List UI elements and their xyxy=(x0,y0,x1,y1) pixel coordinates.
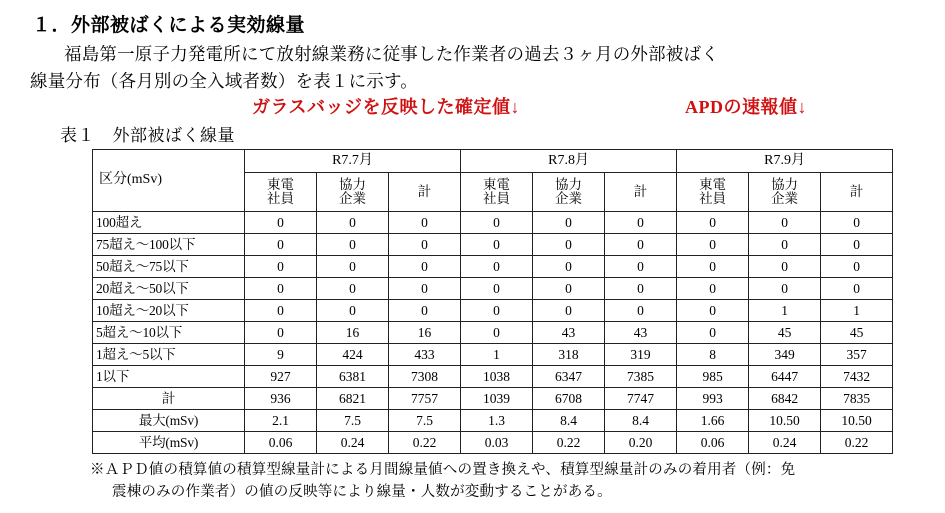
table-row xyxy=(93,234,893,256)
table-cell: 9 xyxy=(245,344,317,366)
table-cell: 0 xyxy=(605,212,677,234)
table-cell: 0.06 xyxy=(677,432,749,454)
dose-table xyxy=(92,149,893,454)
note-line-2: 震棟のみの作業者）の値の反映等により線量・人数が変動することがある。 xyxy=(112,484,612,500)
table-cell: 0 xyxy=(317,300,389,322)
table-cell: 985 xyxy=(677,366,749,388)
table-cell: 10.50 xyxy=(749,410,821,432)
table-cell: 0 xyxy=(245,212,317,234)
table-cell: 0 xyxy=(389,212,461,234)
table-cell: 1.3 xyxy=(461,410,533,432)
table-cell: 1 xyxy=(821,300,893,322)
table-cell: 0 xyxy=(245,322,317,344)
table-cell: 0 xyxy=(533,256,605,278)
table-cell: 0 xyxy=(533,278,605,300)
table-cell: 319 xyxy=(605,344,677,366)
subheader-m2-tepco: 東電 社員 xyxy=(461,173,533,212)
annotation-glass-badge: ガラスバッジを反映した確定値↓ xyxy=(252,97,520,118)
table-cell: 0 xyxy=(389,234,461,256)
table-cell: 0 xyxy=(821,256,893,278)
header-month-2: R7.8月 xyxy=(461,150,677,173)
table-cell: 43 xyxy=(533,322,605,344)
table-row xyxy=(93,322,893,344)
table-cell: 0 xyxy=(605,278,677,300)
table-cell: 45 xyxy=(749,322,821,344)
subheader-m3-tepco: 東電 社員 xyxy=(677,173,749,212)
table-cell: 0 xyxy=(389,256,461,278)
month-header-row xyxy=(93,150,893,173)
table-cell: 1039 xyxy=(461,388,533,410)
table-cell: 0.22 xyxy=(533,432,605,454)
row-label: 1以下 xyxy=(93,366,245,388)
table-cell: 6821 xyxy=(317,388,389,410)
table-cell: 0 xyxy=(821,212,893,234)
row-label: 計 xyxy=(93,388,245,410)
table-cell: 0 xyxy=(317,256,389,278)
row-label: 1超え～5以下 xyxy=(93,344,245,366)
table-cell: 0 xyxy=(461,234,533,256)
table-cell: 0 xyxy=(245,256,317,278)
table-cell: 0 xyxy=(389,278,461,300)
table-cell: 993 xyxy=(677,388,749,410)
table-cell: 6381 xyxy=(317,366,389,388)
table-cell: 0 xyxy=(605,234,677,256)
table-cell: 1038 xyxy=(461,366,533,388)
table-cell: 0 xyxy=(677,278,749,300)
table-cell: 0 xyxy=(317,234,389,256)
table-cell: 0 xyxy=(533,234,605,256)
row-label: 75超え～100以下 xyxy=(93,234,245,256)
table-cell: 0 xyxy=(821,278,893,300)
table-cell: 936 xyxy=(245,388,317,410)
table-cell: 7757 xyxy=(389,388,461,410)
table-cell: 0 xyxy=(749,234,821,256)
subheader-m2-partner: 協力 企業 xyxy=(533,173,605,212)
row-label: 50超え～75以下 xyxy=(93,256,245,278)
table-cell: 2.1 xyxy=(245,410,317,432)
table-cell: 0 xyxy=(461,256,533,278)
table-cell: 0 xyxy=(245,234,317,256)
table-cell: 0.20 xyxy=(605,432,677,454)
table-cell: 0 xyxy=(677,256,749,278)
table-cell: 7.5 xyxy=(389,410,461,432)
table-cell: 0 xyxy=(533,212,605,234)
table-cell: 0 xyxy=(461,212,533,234)
table-cell: 6347 xyxy=(533,366,605,388)
intro-paragraph xyxy=(30,41,923,95)
table-caption: 表１ 外部被ばく線量 xyxy=(60,126,235,146)
table-cell: 0 xyxy=(533,300,605,322)
paragraph-line-1: 福島第一原子力発電所にて放射線業務に従事した作業者の過去３ヶ月の外部被ばく xyxy=(64,44,719,64)
table-cell: 0 xyxy=(245,278,317,300)
dose-table-head xyxy=(93,150,893,212)
table-cell: 6842 xyxy=(749,388,821,410)
table-cell: 0 xyxy=(317,278,389,300)
table-cell: 6447 xyxy=(749,366,821,388)
table-cell: 0.03 xyxy=(461,432,533,454)
paragraph-line-2: 線量分布（各月別の全入域者数）を表１に示す。 xyxy=(30,71,418,92)
table-cell: 0 xyxy=(749,256,821,278)
table-cell: 424 xyxy=(317,344,389,366)
table-cell: 10.50 xyxy=(821,410,893,432)
table-cell: 0 xyxy=(677,322,749,344)
row-label: 100超え xyxy=(93,212,245,234)
table-cell: 0.06 xyxy=(245,432,317,454)
table-cell: 7432 xyxy=(821,366,893,388)
note-line-1: ※ＡＰＤ値の積算値の積算型線量計による月間線量値への置き換えや、積算型線量計のみの着用者（例：免 xyxy=(90,462,796,479)
row-label: 5超え～10以下 xyxy=(93,322,245,344)
table-cell: 7747 xyxy=(605,388,677,410)
table-cell: 349 xyxy=(749,344,821,366)
table-cell: 0 xyxy=(461,322,533,344)
row-label: 20超え～50以下 xyxy=(93,278,245,300)
table-row xyxy=(93,410,893,432)
table-cell: 7.5 xyxy=(317,410,389,432)
table-cell: 357 xyxy=(821,344,893,366)
table-cell: 6708 xyxy=(533,388,605,410)
table-cell: 0 xyxy=(605,300,677,322)
table-cell: 7835 xyxy=(821,388,893,410)
table-cell: 0 xyxy=(461,300,533,322)
table-cell: 927 xyxy=(245,366,317,388)
table-cell: 0 xyxy=(749,278,821,300)
table-cell: 45 xyxy=(821,322,893,344)
subheader-m1-total: 計 xyxy=(389,173,461,212)
table-row xyxy=(93,366,893,388)
table-row xyxy=(93,388,893,410)
table-cell: 16 xyxy=(317,322,389,344)
table-cell: 1.66 xyxy=(677,410,749,432)
header-division: 区分(mSv) xyxy=(93,150,245,212)
page-title: １．外部被ばくによる実効線量 xyxy=(32,15,306,36)
dose-table-body xyxy=(93,212,893,454)
table-cell: 0.22 xyxy=(389,432,461,454)
table-row xyxy=(93,432,893,454)
table-cell: 43 xyxy=(605,322,677,344)
table-note xyxy=(90,460,923,504)
table-cell: 0 xyxy=(245,300,317,322)
table-row xyxy=(93,278,893,300)
table-cell: 8.4 xyxy=(533,410,605,432)
table-cell: 318 xyxy=(533,344,605,366)
table-cell: 0 xyxy=(677,300,749,322)
table-cell: 1 xyxy=(749,300,821,322)
table-cell: 1 xyxy=(461,344,533,366)
row-label: 10超え～20以下 xyxy=(93,300,245,322)
table-cell: 0 xyxy=(389,300,461,322)
subheader-m1-partner: 協力 企業 xyxy=(317,173,389,212)
table-row xyxy=(93,300,893,322)
table-cell: 0.24 xyxy=(749,432,821,454)
table-cell: 7308 xyxy=(389,366,461,388)
annotation-row xyxy=(30,93,923,119)
table-row xyxy=(93,344,893,366)
row-label: 平均(mSv) xyxy=(93,432,245,454)
table-cell: 0 xyxy=(605,256,677,278)
header-month-1: R7.7月 xyxy=(245,150,461,173)
table-row xyxy=(93,212,893,234)
table-cell: 7385 xyxy=(605,366,677,388)
subheader-m1-tepco: 東電 社員 xyxy=(245,173,317,212)
table-row xyxy=(93,256,893,278)
subheader-m3-total: 計 xyxy=(821,173,893,212)
subheader-m3-partner: 協力 企業 xyxy=(749,173,821,212)
subheader-m2-total: 計 xyxy=(605,173,677,212)
table-cell: 16 xyxy=(389,322,461,344)
table-cell: 0.24 xyxy=(317,432,389,454)
table-cell: 0 xyxy=(821,234,893,256)
table-cell: 433 xyxy=(389,344,461,366)
annotation-apd: APDの速報値↓ xyxy=(685,97,807,118)
table-cell: 0.22 xyxy=(821,432,893,454)
table-cell: 0 xyxy=(677,212,749,234)
table-cell: 8.4 xyxy=(605,410,677,432)
row-label: 最大(mSv) xyxy=(93,410,245,432)
header-month-3: R7.9月 xyxy=(677,150,893,173)
table-cell: 0 xyxy=(317,212,389,234)
table-cell: 0 xyxy=(749,212,821,234)
table-cell: 8 xyxy=(677,344,749,366)
table-cell: 0 xyxy=(461,278,533,300)
table-cell: 0 xyxy=(677,234,749,256)
